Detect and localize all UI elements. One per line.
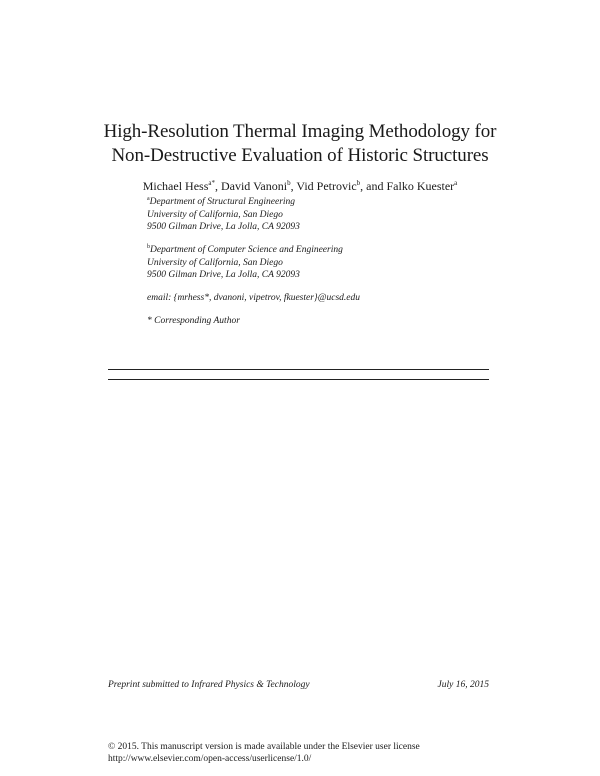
preprint-note: Preprint submitted to Infrared Physics & Technology <box>108 680 310 690</box>
author-separator: , and <box>360 179 387 193</box>
author-separator: , <box>214 179 221 193</box>
license-notice <box>108 741 420 765</box>
license-statement: © 2015. This manuscript version is made available under the Elsevier user license <box>108 742 420 752</box>
corresponding-author-note: * Corresponding Author <box>147 316 240 326</box>
affiliation-a <box>147 196 300 234</box>
affiliation-department: Department of Computer Science and Engineering <box>150 245 343 255</box>
affiliation-address: 9500 Gilman Drive, La Jolla, CA 92093 <box>147 270 300 280</box>
paper-title <box>0 120 600 168</box>
affiliation-label: a <box>147 195 150 202</box>
contact-email: email: {mrhess*, dvanoni, vipetrov, fkuester}@ucsd.edu <box>147 293 360 303</box>
author-name: Vid Petrovic <box>296 179 357 193</box>
author-name: Falko Kuester <box>386 179 455 193</box>
author-affiliation-mark: a <box>454 179 458 187</box>
author-name: Michael Hess <box>142 179 209 193</box>
author-list <box>0 179 600 194</box>
horizontal-rule-bottom <box>108 379 489 380</box>
submission-date: July 16, 2015 <box>437 680 489 690</box>
horizontal-rule-top <box>108 369 489 370</box>
author-affiliation-mark: b <box>356 179 361 187</box>
affiliation-label: b <box>147 243 150 250</box>
affiliation-address: 9500 Gilman Drive, La Jolla, CA 92093 <box>147 222 300 232</box>
affiliation-university: University of California, San Diego <box>147 257 283 268</box>
author-name: David Vanoni <box>220 179 288 193</box>
author-affiliation-mark: b <box>287 179 291 187</box>
affiliation-university: University of California, San Diego <box>147 209 283 220</box>
author-affiliation-mark: a* <box>208 179 215 187</box>
author-separator: , <box>290 179 297 193</box>
affiliation-b <box>147 244 343 282</box>
license-url[interactable]: http://www.elsevier.com/open-access/userlicense/1.0/ <box>108 754 312 764</box>
affiliation-department: Department of Structural Engineering <box>149 197 296 207</box>
paper-title-line-2: Non-Destructive Evaluation of Historic Structures <box>111 145 489 166</box>
paper-title-line-1: High-Resolution Thermal Imaging Methodology for <box>103 121 497 142</box>
